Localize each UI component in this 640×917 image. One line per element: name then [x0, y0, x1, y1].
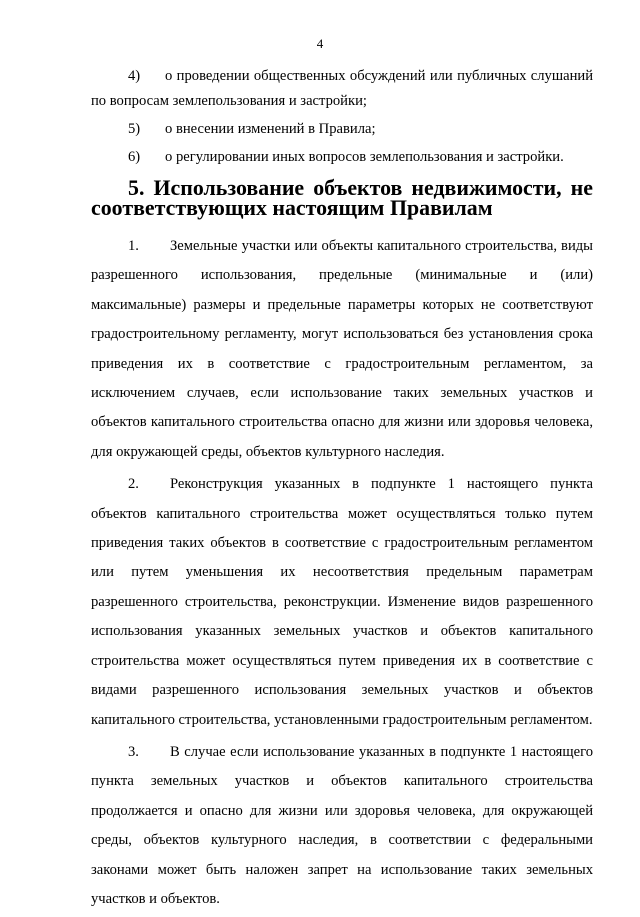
- list-item-number: 5): [128, 121, 141, 137]
- paragraph-number: 3.: [128, 743, 139, 760]
- list-item-number: 6): [128, 149, 141, 165]
- paragraph-1: [91, 232, 593, 467]
- paragraph-text: Земельные участки или объекты капитального строительства, виды разрешенного использования, предельные (минимальные и (или) максимальные) размеры и предельные параметры которых не соответствуют градостроительному регламенту, могут использоваться без установления срока приведения их в соответствие с градостроительным регламентом, за исключением случаев, если использование таких земельных участков и объектов капитального строительства опасно для жизни или здоровья человека, для окружающей среды, объектов культурного наследия.: [91, 238, 593, 460]
- document-body: [91, 64, 593, 917]
- page-number: 4: [316, 36, 324, 51]
- paragraph-3: [91, 738, 593, 914]
- list-item-text: о регулировании иных вопросов землепользования и застройки.: [165, 149, 564, 165]
- list-item-4: [91, 64, 593, 114]
- paragraph-text: В случае если использование указанных в подпункте 1 настоящего пункта земельных участков и объектов капитального строительства продолжается и опасно для жизни или здоровья человека, для окружающей среды, объектов культурного наследия, в соответствии с федеральными законами может быть наложен запрет на использование таких земельных участков и объектов.: [91, 743, 593, 907]
- paragraph-2: [91, 470, 593, 735]
- list-item-6: [91, 145, 593, 170]
- list-item-text: о внесении изменений в Правила;: [165, 121, 376, 137]
- list-item-number: 4): [128, 68, 141, 84]
- section-heading: 5. Использование объектов недвижимости, не соответствующих настоящим Правилам: [91, 175, 593, 220]
- paragraph-number: 1.: [128, 238, 139, 254]
- list-item-text: о проведении общественных обсуждений или публичных слушаний по вопросам землепользования и застройки;: [91, 68, 593, 109]
- paragraph-number: 2.: [128, 476, 139, 493]
- paragraph-text: Реконструкция указанных в подпункте 1 настоящего пункта объектов капитального строительства может осуществляться только путем приведения таких объектов в соответствие с градостроительным регламентом или путем уменьшения их несоответствия предельным параметрам разрешенного строительства, реконструкции. Изменение видов разрешенного использования указанных земельных участков и объектов капитального строительства может осуществляться путем приведения их в соответствие с видами разрешенного использования земельных участков и объектов капитального строительства, установленными градостроительным регламентом.: [91, 476, 593, 728]
- list-item-5: [91, 117, 593, 142]
